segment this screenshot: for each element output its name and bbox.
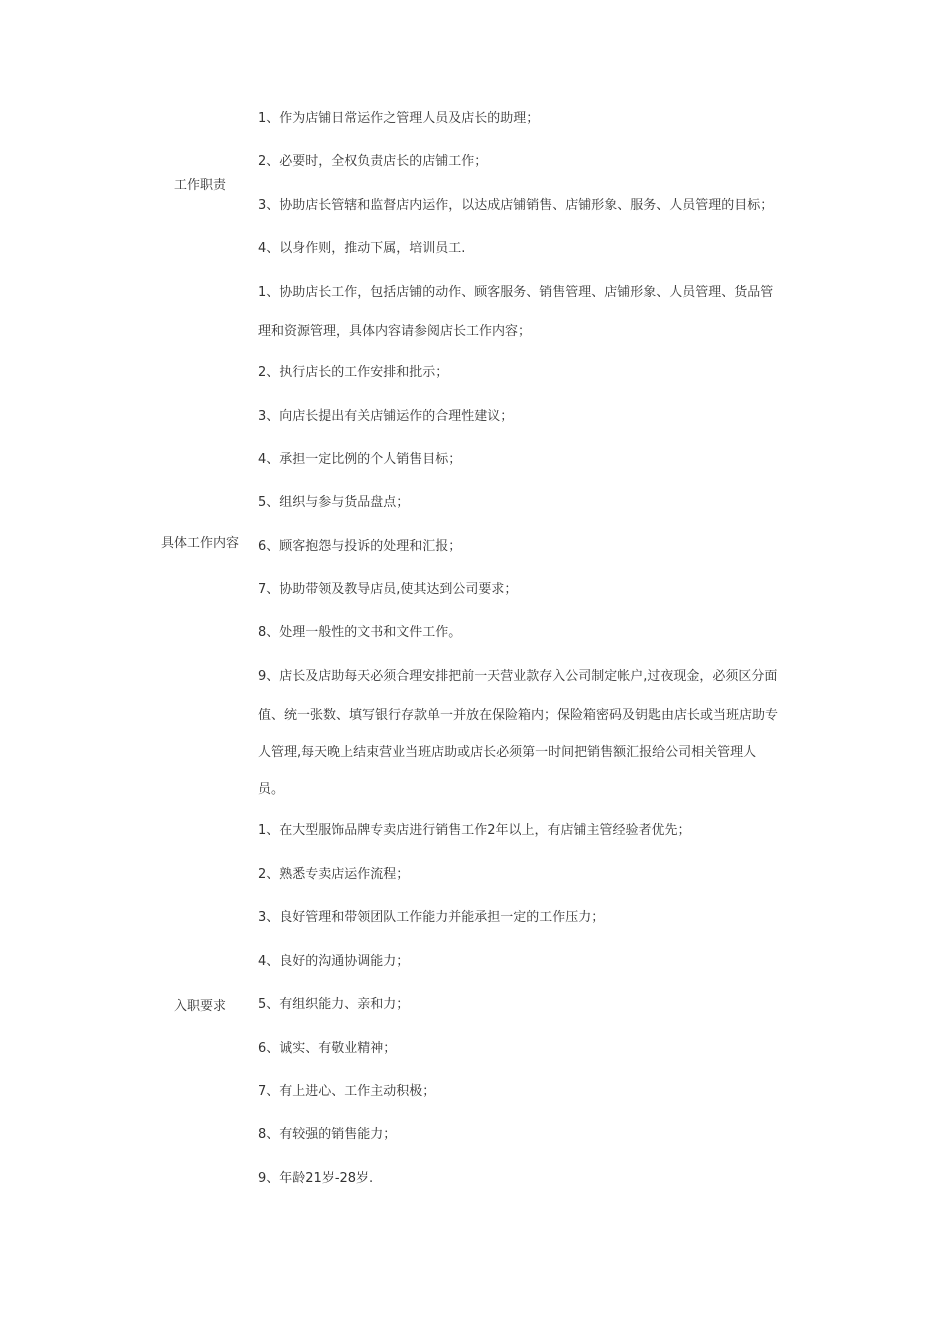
list-item: 1、协助店长工作，包括店铺的动作、顾客服务、销售管理、店铺形象、人员管理、货品管 xyxy=(258,285,774,300)
list-item: 2、执行店长的工作安排和批示； xyxy=(258,365,449,380)
list-item: 1、作为店铺日常运作之管理人员及店长的助理； xyxy=(258,111,540,126)
list-item: 1、在大型服饰品牌专卖店进行销售工作2年以上，有店铺主管经验者优先； xyxy=(258,823,691,838)
list-item: 3、良好管理和带领团队工作能力并能承担一定的工作压力； xyxy=(258,910,605,925)
list-item: 3、向店长提出有关店铺运作的合理性建议； xyxy=(258,409,514,424)
section-label: 具体工作内容 xyxy=(160,536,239,551)
list-item: 值、统一张数、填写银行存款单一并放在保险箱内；保险箱密码及钥匙由店长或当班店助专 xyxy=(258,708,779,723)
list-item: 8、处理一般性的文书和文件工作。 xyxy=(258,625,462,640)
list-item: 5、组织与参与货品盘点； xyxy=(258,495,410,510)
list-item: 5、有组织能力、亲和力； xyxy=(258,997,410,1012)
list-item: 理和资源管理，具体内容请参阅店长工作内容； xyxy=(258,324,532,339)
list-item: 4、以身作则，推动下属，培训员工. xyxy=(258,241,466,256)
list-item: 8、有较强的销售能力； xyxy=(258,1127,397,1142)
list-item: 9、年龄21岁-28岁. xyxy=(258,1171,374,1186)
list-item: 6、顾客抱怨与投诉的处理和汇报； xyxy=(258,539,462,554)
list-item: 6、诚实、有敬业精神； xyxy=(258,1041,397,1056)
list-item: 3、协助店长管辖和监督店内运作，以达成店铺销售、店铺形象、服务、人员管理的目标； xyxy=(258,198,774,213)
list-item: 4、良好的沟通协调能力； xyxy=(258,954,410,969)
list-item: 7、协助带领及教导店员,使其达到公司要求； xyxy=(258,582,518,597)
section-label: 工作职责 xyxy=(173,178,226,193)
list-item: 2、必要时，全权负责店长的店铺工作； xyxy=(258,154,488,169)
list-item: 员。 xyxy=(258,782,285,797)
list-item: 2、熟悉专卖店运作流程； xyxy=(258,867,410,882)
list-item: 4、承担一定比例的个人销售目标； xyxy=(258,452,462,467)
list-item: 人管理,每天晚上结束营业当班店助或店长必须第一时间把销售额汇报给公司相关管理人 xyxy=(258,745,757,760)
section-label: 入职要求 xyxy=(173,999,226,1014)
list-item: 7、有上进心、工作主动积极； xyxy=(258,1084,436,1099)
list-item: 9、店长及店助每天必须合理安排把前一天营业款存入公司制定帐户,过夜现金，必须区分面 xyxy=(258,669,778,684)
